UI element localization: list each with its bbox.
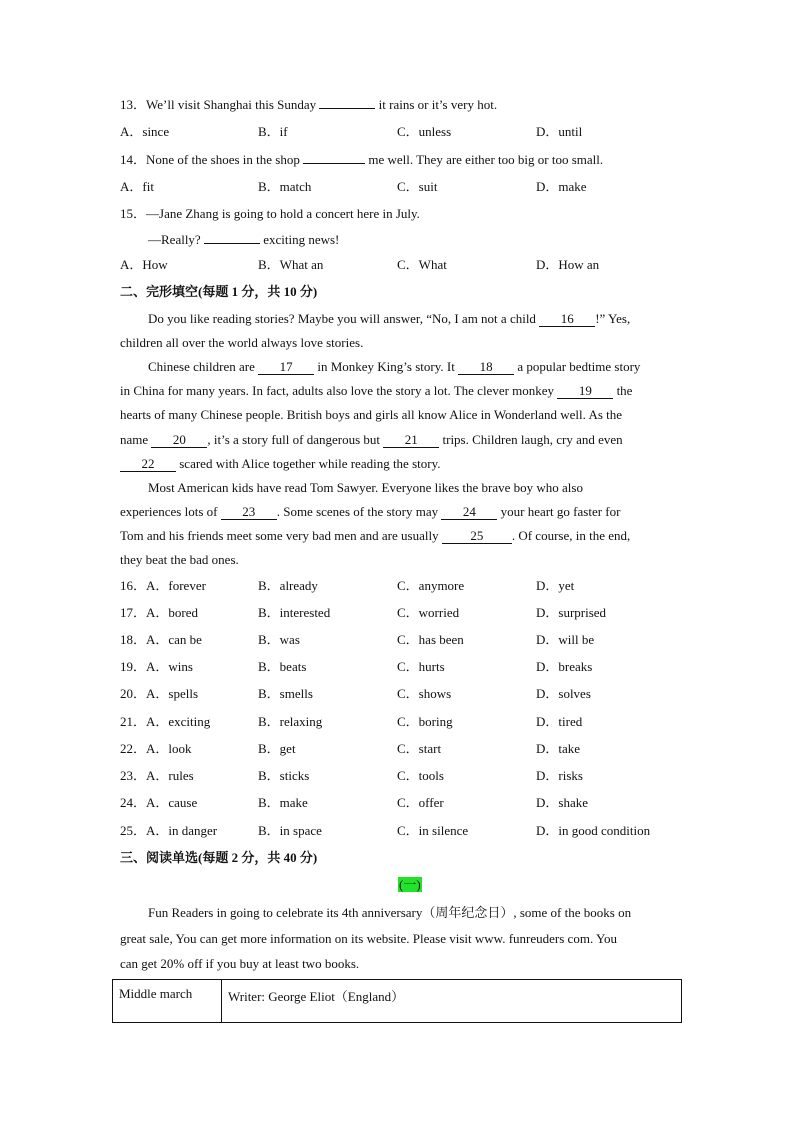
- option: B．interested: [258, 605, 331, 620]
- reading-line: Fun Readers in going to celebrate its 4th anniversary（周年纪念日）, some of the books on: [148, 905, 632, 920]
- blank: [303, 163, 365, 164]
- passage-line: experiences lots of 23 . Some scenes of the story may 24 your heart go faster for: [120, 504, 621, 519]
- passage-line: 22 scared with Alice together while reading the story.: [120, 456, 441, 472]
- passage-line: hearts of many Chinese people. British boys and girls all know Alice in Wonderland well. As the: [120, 407, 623, 422]
- passage-line: they beat the bad ones.: [120, 552, 239, 567]
- option: D．surprised: [536, 605, 607, 620]
- passage-line: name 20 , it’s a story full of dangerous but 21 trips. Children laugh, cry and even: [120, 432, 623, 447]
- blank-25: 25: [442, 529, 512, 544]
- option: D．breaks: [536, 659, 593, 674]
- reading-line: great sale, You can get more information on its website. Please visit www. funreuders com. You: [120, 931, 618, 946]
- part-label: (一): [399, 877, 421, 892]
- option: 20．A．spells: [120, 686, 199, 701]
- option: C．offer: [397, 795, 444, 810]
- blank-19: 19: [557, 384, 613, 399]
- section-3-title: 三、阅读单选(每题 2 分，共 40 分): [120, 850, 318, 865]
- option: B．if: [258, 124, 288, 139]
- blank-18: 18: [458, 360, 514, 375]
- blank-23: 23: [221, 505, 277, 520]
- question-15: 15．—Jane Zhang is going to hold a concert here in July.: [120, 206, 420, 221]
- table-row: [113, 980, 682, 1023]
- option: B．in space: [258, 823, 322, 838]
- blank-22: 22: [120, 457, 176, 472]
- option: 17．A．bored: [120, 605, 198, 620]
- option: A．since: [120, 124, 170, 139]
- option: B．What an: [258, 257, 324, 272]
- table-cell: Middle march: [113, 980, 222, 1023]
- option: D．make: [536, 179, 587, 194]
- option: C．What: [397, 257, 447, 272]
- option: 18．A．can be: [120, 632, 202, 647]
- option: D．solves: [536, 686, 591, 701]
- option: C．tools: [397, 768, 444, 783]
- option: 19．A．wins: [120, 659, 193, 674]
- option: C．has been: [397, 632, 464, 647]
- passage-line: in China for many years. In fact, adults also love the story a lot. The clever monkey 19 the: [120, 383, 633, 398]
- option: 21．A．exciting: [120, 714, 211, 729]
- option: D．until: [536, 124, 583, 139]
- option: C．boring: [397, 714, 453, 729]
- option: D．tired: [536, 714, 583, 729]
- option: B．beats: [258, 659, 307, 674]
- reading-line: can get 20% off if you buy at least two books.: [120, 956, 360, 971]
- option: C．shows: [397, 686, 452, 701]
- passage-line: Chinese children are 17 in Monkey King’s story. It 18 a popular bedtime story: [148, 359, 641, 374]
- question-13: 13．We’ll visit Shanghai this Sunday it rains or it’s very hot.: [120, 97, 498, 112]
- blank-17: 17: [258, 360, 314, 375]
- option: C．anymore: [397, 578, 465, 593]
- option: B．sticks: [258, 768, 310, 783]
- option: C．worried: [397, 605, 460, 620]
- blank-20: 20: [151, 433, 207, 448]
- option: 22．A．look: [120, 741, 192, 756]
- book-table: [112, 979, 682, 1023]
- option: C．suit: [397, 179, 438, 194]
- blank: [319, 108, 375, 109]
- option: D．risks: [536, 768, 583, 783]
- blank-21: 21: [383, 433, 439, 448]
- option: 25．A．in danger: [120, 823, 218, 838]
- passage-line: Tom and his friends meet some very bad men and are usually 25 . Of course, in the end,: [120, 528, 631, 543]
- option: A．How: [120, 257, 168, 272]
- option: D．will be: [536, 632, 595, 647]
- option: B．relaxing: [258, 714, 323, 729]
- passage-line: Do you like reading stories? Maybe you will answer, “No, I am not a child 16 !” Yes,: [148, 311, 631, 326]
- option: B．get: [258, 741, 296, 756]
- option: D．in good condition: [536, 823, 651, 838]
- question-14: 14．None of the shoes in the shop me well. They are either too big or too small.: [120, 152, 604, 167]
- option: 16．A．forever: [120, 578, 206, 593]
- option: D．shake: [536, 795, 588, 810]
- option: D．yet: [536, 578, 575, 593]
- table-cell: Writer: George Eliot（England）: [222, 980, 682, 1023]
- option: C．in silence: [397, 823, 469, 838]
- option: 24．A．cause: [120, 795, 198, 810]
- option: B．smells: [258, 686, 313, 701]
- blank: [204, 243, 260, 244]
- option: C．start: [397, 741, 442, 756]
- blank-24: 24: [441, 505, 497, 520]
- option: A．fit: [120, 179, 154, 194]
- option: 23．A．rules: [120, 768, 194, 783]
- section-2-title: 二、完形填空(每题 1 分，共 10 分): [120, 284, 318, 299]
- option: D．take: [536, 741, 581, 756]
- option: C．unless: [397, 124, 452, 139]
- question-15-reply: —Really? exciting news!: [148, 232, 340, 247]
- option: C．hurts: [397, 659, 445, 674]
- blank-16: 16: [539, 312, 595, 327]
- option: D．How an: [536, 257, 600, 272]
- option: B．was: [258, 632, 300, 647]
- option: B．match: [258, 179, 312, 194]
- passage-line: children all over the world always love stories.: [120, 335, 364, 350]
- option: B．make: [258, 795, 308, 810]
- passage-line: Most American kids have read Tom Sawyer. Everyone likes the brave boy who also: [148, 480, 583, 495]
- option: B．already: [258, 578, 318, 593]
